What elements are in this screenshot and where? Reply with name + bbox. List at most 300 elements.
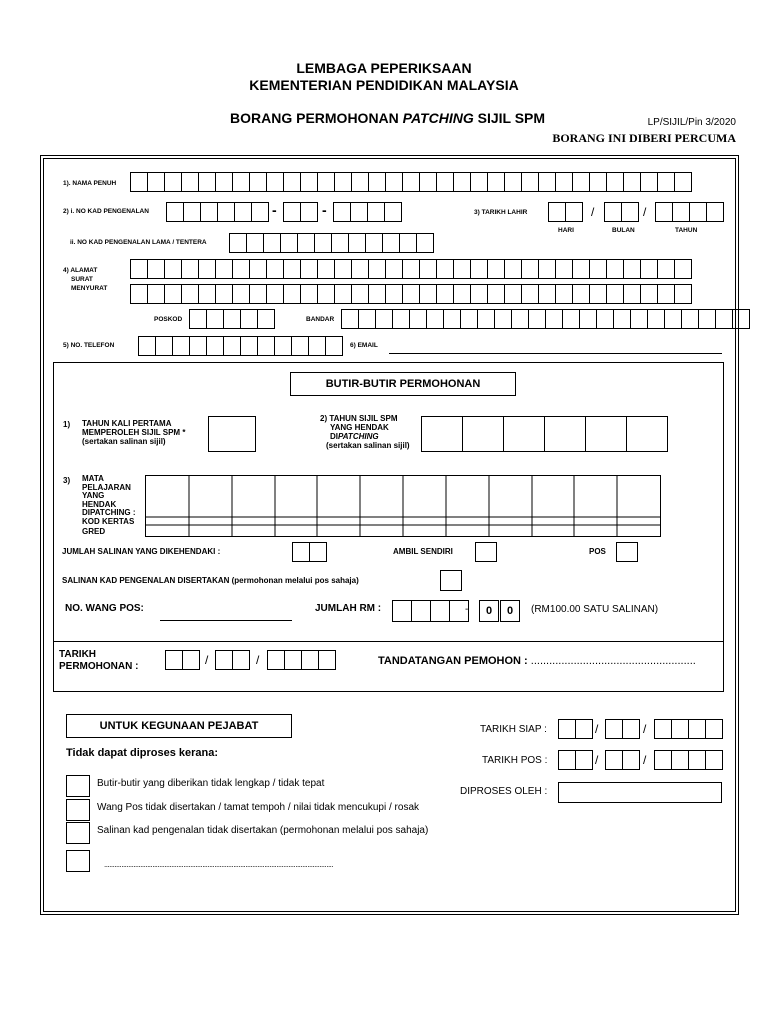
char-box[interactable] [232, 259, 250, 279]
char-box[interactable] [382, 233, 400, 253]
ic-dash-1: - [272, 202, 277, 218]
char-box[interactable] [232, 284, 250, 304]
char-box[interactable] [130, 259, 148, 279]
label-alamat-2: SURAT [71, 276, 93, 283]
char-box[interactable] [630, 309, 648, 329]
char-box[interactable] [385, 172, 403, 192]
char-box[interactable] [249, 259, 267, 279]
poskod-boxes[interactable] [189, 309, 274, 329]
char-box[interactable] [402, 259, 420, 279]
char-box[interactable] [223, 336, 241, 356]
char-box[interactable] [198, 259, 216, 279]
char-box[interactable] [350, 202, 368, 222]
char-box[interactable] [334, 172, 352, 192]
rm-note: (RM100.00 SATU SALINAN) [531, 604, 659, 615]
char-box[interactable] [672, 202, 690, 222]
char-box[interactable] [301, 650, 319, 670]
char-box[interactable] [443, 309, 461, 329]
char-box[interactable] [555, 284, 573, 304]
char-box[interactable] [657, 284, 675, 304]
label-tidak-dapat: Tidak dapat diproses kerana: [66, 747, 219, 759]
char-box[interactable] [240, 336, 258, 356]
char-box[interactable] [605, 750, 623, 770]
char-box[interactable] [622, 719, 640, 739]
char-box[interactable] [292, 542, 310, 562]
char-box[interactable] [453, 172, 471, 192]
nama-penuh-boxes[interactable] [130, 172, 691, 192]
char-box[interactable] [453, 259, 471, 279]
char-box[interactable] [399, 233, 417, 253]
char-box[interactable] [284, 650, 302, 670]
header-line-2: KEMENTERIAN PENDIDIKAN MALAYSIA [249, 77, 519, 93]
char-box[interactable] [688, 719, 706, 739]
char-box[interactable] [308, 336, 326, 356]
char-box[interactable] [654, 750, 672, 770]
char-box[interactable] [674, 259, 692, 279]
reason-3-checkbox[interactable] [66, 822, 90, 844]
char-box[interactable] [548, 202, 566, 222]
char-box[interactable] [257, 336, 275, 356]
label-tarikh-siap: TARIKH SIAP : [480, 724, 547, 735]
char-box[interactable] [325, 336, 343, 356]
label-kad-lama: ii. NO KAD PENGENALAN LAMA / TENTERA [70, 239, 207, 246]
char-box[interactable] [365, 233, 383, 253]
char-box[interactable] [504, 259, 522, 279]
char-box[interactable] [384, 202, 402, 222]
char-box[interactable] [521, 259, 539, 279]
char-box[interactable] [297, 233, 315, 253]
char-box[interactable] [155, 336, 173, 356]
char-box[interactable] [689, 202, 707, 222]
char-box[interactable] [266, 172, 284, 192]
old-ic-boxes[interactable] [229, 233, 433, 253]
char-box[interactable] [351, 259, 369, 279]
q3-label-line: YANG [82, 491, 105, 500]
apply-day-boxes[interactable] [165, 650, 199, 670]
char-box[interactable] [333, 202, 351, 222]
char-box[interactable] [647, 309, 665, 329]
char-box[interactable] [572, 259, 590, 279]
dob-day-boxes[interactable] [548, 202, 582, 222]
pos-slash-2: / [643, 753, 647, 767]
char-box[interactable] [274, 336, 292, 356]
pos-month-boxes[interactable] [605, 750, 639, 770]
char-box[interactable] [334, 259, 352, 279]
char-box[interactable] [251, 202, 269, 222]
char-box[interactable] [470, 284, 488, 304]
char-box[interactable] [266, 284, 284, 304]
char-box[interactable] [257, 309, 275, 329]
char-box[interactable] [215, 284, 233, 304]
char-box[interactable] [538, 259, 556, 279]
char-box[interactable] [181, 259, 199, 279]
char-box[interactable] [622, 750, 640, 770]
char-box[interactable] [291, 336, 309, 356]
q2-year-boxes[interactable] [421, 416, 667, 452]
char-box[interactable] [623, 172, 641, 192]
char-box[interactable] [300, 172, 318, 192]
char-box[interactable] [671, 750, 689, 770]
apply-slash-2: / [256, 653, 260, 667]
rm-dash: - [465, 604, 469, 615]
pos-slash-1: / [595, 753, 599, 767]
char-box[interactable] [538, 284, 556, 304]
char-box[interactable] [589, 259, 607, 279]
label-pos: POS [589, 547, 606, 556]
char-box[interactable] [309, 542, 327, 562]
char-box[interactable] [409, 309, 427, 329]
char-box[interactable] [246, 233, 264, 253]
char-box[interactable] [688, 750, 706, 770]
ambil-sendiri-checkbox[interactable] [475, 542, 497, 562]
char-box[interactable] [487, 172, 505, 192]
dob-month-boxes[interactable] [604, 202, 638, 222]
char-box[interactable] [280, 233, 298, 253]
char-box[interactable] [732, 309, 750, 329]
char-box[interactable] [283, 172, 301, 192]
char-box[interactable] [249, 284, 267, 304]
char-box[interactable] [657, 172, 675, 192]
char-box[interactable] [283, 259, 301, 279]
char-box[interactable] [654, 719, 672, 739]
label-bandar: BANDAR [306, 316, 335, 323]
char-box[interactable] [572, 172, 590, 192]
char-box[interactable] [640, 172, 658, 192]
char-box[interactable] [138, 336, 156, 356]
q2-year-box[interactable] [585, 416, 627, 452]
char-box[interactable] [223, 309, 241, 329]
char-box[interactable] [181, 172, 199, 192]
char-box[interactable] [172, 336, 190, 356]
char-box[interactable] [655, 202, 673, 222]
char-box[interactable] [358, 309, 376, 329]
char-box[interactable] [460, 309, 478, 329]
char-box[interactable] [232, 172, 250, 192]
char-box[interactable] [283, 284, 301, 304]
char-box[interactable] [351, 172, 369, 192]
char-box[interactable] [436, 284, 454, 304]
ic-part-2-boxes[interactable] [283, 202, 317, 222]
dob-year-boxes[interactable] [655, 202, 723, 222]
char-box[interactable] [351, 284, 369, 304]
q2-label-3-italic: PATCHING [338, 432, 379, 441]
char-box[interactable] [215, 259, 233, 279]
char-box[interactable] [234, 202, 252, 222]
char-box[interactable] [487, 284, 505, 304]
q2-label-2: YANG HENDAK [330, 423, 389, 432]
q2-year-box[interactable] [626, 416, 668, 452]
q3-label-line: HENDAK [82, 499, 117, 509]
form-code: LP/SIJIL/Pin 3/2020 [647, 117, 736, 128]
siap-slash-2: / [643, 722, 647, 736]
char-box[interactable] [705, 750, 723, 770]
char-box[interactable] [300, 202, 318, 222]
apply-year-boxes[interactable] [267, 650, 335, 670]
char-box[interactable] [436, 259, 454, 279]
jumlah-salinan-boxes[interactable] [292, 542, 326, 562]
alamat-line-2-boxes[interactable] [130, 284, 691, 304]
char-box[interactable] [385, 284, 403, 304]
reason-other-dots[interactable]: ..................................................................................................................................... [104, 860, 334, 869]
char-box[interactable] [375, 309, 393, 329]
q3-label-line: PELAJARAN [82, 482, 131, 492]
q3-label-line: DIPATCHING : [82, 508, 136, 517]
apply-slash-1: / [205, 653, 209, 667]
char-box[interactable] [706, 202, 724, 222]
char-box[interactable] [368, 284, 386, 304]
char-box[interactable] [605, 719, 623, 739]
char-box[interactable] [613, 309, 631, 329]
reason-other-checkbox[interactable] [66, 850, 90, 872]
char-box[interactable] [657, 259, 675, 279]
q2-year-box[interactable] [421, 416, 463, 452]
q1-year-box[interactable] [208, 416, 256, 452]
rm-boxes[interactable] [392, 600, 468, 622]
label-bulan: BULAN [612, 227, 635, 234]
ic-part-3-boxes[interactable] [333, 202, 401, 222]
siap-year-boxes[interactable] [654, 719, 722, 739]
diproses-oleh-field[interactable] [558, 782, 722, 803]
dob-slash-2: / [643, 205, 647, 219]
char-box[interactable] [623, 284, 641, 304]
rm-cent-1: 0 [479, 600, 499, 622]
char-box[interactable] [200, 202, 218, 222]
char-box[interactable] [606, 259, 624, 279]
label-telefon: 5) NO. TELEFON [63, 342, 115, 349]
q3-num: 3) [63, 476, 71, 485]
pos-checkbox[interactable] [616, 542, 638, 562]
char-box[interactable] [198, 172, 216, 192]
char-box[interactable] [640, 259, 658, 279]
char-box[interactable] [402, 172, 420, 192]
char-box[interactable] [565, 202, 583, 222]
char-box[interactable] [198, 284, 216, 304]
char-box[interactable] [606, 172, 624, 192]
header-line-1: LEMBAGA PEPERIKSAAN [296, 60, 472, 76]
char-box[interactable] [331, 233, 349, 253]
form-title-post: SIJIL SPM [473, 110, 546, 126]
char-box[interactable] [589, 172, 607, 192]
char-box[interactable] [182, 650, 200, 670]
char-box[interactable] [674, 172, 692, 192]
label-salinan-kp: SALINAN KAD PENGENALAN DISERTAKAN (permohonan melalui pos sahaja) [62, 576, 359, 585]
char-box[interactable] [521, 284, 539, 304]
char-box[interactable] [494, 309, 512, 329]
salinan-kp-checkbox[interactable] [440, 570, 462, 591]
char-box[interactable] [470, 172, 488, 192]
char-box[interactable] [640, 284, 658, 304]
char-box[interactable] [164, 172, 182, 192]
q1-label-1: TAHUN KALI PERTAMA [82, 419, 172, 428]
char-box[interactable] [147, 172, 165, 192]
char-box[interactable] [165, 650, 183, 670]
char-box[interactable] [240, 309, 258, 329]
char-box[interactable] [318, 650, 336, 670]
char-box[interactable] [147, 259, 165, 279]
subject-grid[interactable] [145, 475, 661, 537]
email-line[interactable] [389, 353, 722, 354]
char-box[interactable] [164, 284, 182, 304]
char-box[interactable] [681, 309, 699, 329]
char-box[interactable] [419, 284, 437, 304]
char-box[interactable] [130, 172, 148, 192]
char-box[interactable] [562, 309, 580, 329]
alamat-line-1-boxes[interactable] [130, 259, 691, 279]
char-box[interactable] [130, 284, 148, 304]
label-nama-penuh: 1). NAMA PENUH [63, 180, 117, 187]
reason-2-text: Wang Pos tidak disertakan / tamat tempoh / nilai tidak mencukupi / rosak [97, 802, 420, 813]
char-box[interactable] [589, 284, 607, 304]
q2-year-box[interactable] [462, 416, 504, 452]
apply-month-boxes[interactable] [215, 650, 249, 670]
char-box[interactable] [596, 309, 614, 329]
char-box[interactable] [558, 719, 576, 739]
char-box[interactable] [385, 259, 403, 279]
char-box[interactable] [317, 259, 335, 279]
telefon-boxes[interactable] [138, 336, 342, 356]
char-box[interactable] [705, 719, 723, 739]
char-box[interactable] [341, 309, 359, 329]
char-box[interactable] [698, 309, 716, 329]
char-box[interactable] [426, 309, 444, 329]
char-box[interactable] [521, 172, 539, 192]
char-box[interactable] [189, 309, 207, 329]
char-box[interactable] [715, 309, 733, 329]
char-box[interactable] [166, 202, 184, 222]
char-box[interactable] [314, 233, 332, 253]
ic-part-1-boxes[interactable] [166, 202, 268, 222]
char-box[interactable] [215, 172, 233, 192]
reason-2-checkbox[interactable] [66, 799, 90, 821]
q2-year-box[interactable] [503, 416, 545, 452]
char-box[interactable] [436, 172, 454, 192]
char-box[interactable] [147, 284, 165, 304]
char-box[interactable] [183, 202, 201, 222]
char-box[interactable] [229, 233, 247, 253]
char-box[interactable] [558, 750, 576, 770]
signature-dots[interactable]: ...................................................... [530, 655, 696, 667]
char-box[interactable] [392, 309, 410, 329]
char-box[interactable] [416, 233, 434, 253]
char-box[interactable] [511, 309, 529, 329]
q2-label-4: (sertakan salinan sijil) [326, 441, 410, 450]
char-box[interactable] [555, 172, 573, 192]
label-ambil-sendiri: AMBIL SENDIRI [393, 547, 453, 556]
char-box[interactable] [348, 233, 366, 253]
q1-label-3: (sertakan salinan sijil) [82, 437, 166, 446]
char-box[interactable] [334, 284, 352, 304]
butir-heading: BUTIR-BUTIR PERMOHONAN [290, 372, 516, 396]
char-box[interactable] [263, 233, 281, 253]
label-kad-pengenalan: 2) i. NO KAD PENGENALAN [63, 208, 149, 215]
q1-label-2: MEMPEROLEH SIJIL SPM * [82, 428, 186, 437]
char-box[interactable] [206, 309, 224, 329]
q3-label [82, 475, 135, 518]
q1-num: 1) [63, 420, 71, 429]
char-box[interactable] [470, 259, 488, 279]
char-box[interactable] [206, 336, 224, 356]
char-box[interactable] [572, 284, 590, 304]
reason-1-checkbox[interactable] [66, 775, 90, 797]
char-box[interactable] [300, 259, 318, 279]
bandar-boxes[interactable] [341, 309, 749, 329]
char-box[interactable] [528, 309, 546, 329]
char-box[interactable] [267, 650, 285, 670]
q2-year-box[interactable] [544, 416, 586, 452]
char-box[interactable] [249, 172, 267, 192]
label-tarikh-permohonan [59, 649, 138, 673]
label-tarikh-2: PERMOHONAN : [59, 661, 139, 672]
char-box[interactable] [368, 172, 386, 192]
char-box[interactable] [575, 750, 593, 770]
char-box[interactable] [217, 202, 235, 222]
char-box[interactable] [453, 284, 471, 304]
form-title [230, 110, 545, 126]
divider-signature [53, 641, 724, 642]
label-gred: GRED [82, 527, 106, 536]
char-box[interactable] [555, 259, 573, 279]
char-box[interactable] [623, 259, 641, 279]
char-box[interactable] [671, 719, 689, 739]
char-box[interactable] [164, 259, 182, 279]
siap-month-boxes[interactable] [605, 719, 639, 739]
wang-pos-line[interactable] [160, 620, 292, 621]
char-box[interactable] [545, 309, 563, 329]
char-box[interactable] [604, 202, 622, 222]
char-box[interactable] [664, 309, 682, 329]
char-box[interactable] [317, 284, 335, 304]
label-jumlah-rm: JUMLAH RM : [315, 603, 382, 614]
label-tandatangan [378, 655, 696, 667]
char-box[interactable] [317, 172, 335, 192]
char-box[interactable] [487, 259, 505, 279]
char-box[interactable] [575, 719, 593, 739]
label-alamat-1: 4) ALAMAT [63, 267, 98, 274]
char-box[interactable] [674, 284, 692, 304]
char-box[interactable] [232, 650, 250, 670]
char-box[interactable] [538, 172, 556, 192]
char-box[interactable] [367, 202, 385, 222]
label-hari: HARI [558, 227, 574, 234]
label-tahun: TAHUN [675, 227, 698, 234]
label-jumlah-salinan: JUMLAH SALINAN YANG DIKEHENDAKI : [62, 547, 221, 556]
label-kod-kertas: KOD KERTAS [82, 517, 135, 526]
char-box[interactable] [477, 309, 495, 329]
char-box[interactable] [300, 284, 318, 304]
char-box[interactable] [215, 650, 233, 670]
label-tarikh-lahir: 3) TARIKH LAHIR [474, 209, 528, 216]
char-box[interactable] [606, 284, 624, 304]
char-box[interactable] [189, 336, 207, 356]
char-box[interactable] [579, 309, 597, 329]
char-box[interactable] [621, 202, 639, 222]
form-title-italic: PATCHING [402, 110, 474, 126]
label-tarikh-pos: TARIKH POS : [482, 755, 548, 766]
char-box[interactable] [266, 259, 284, 279]
siap-day-boxes[interactable] [558, 719, 592, 739]
char-box[interactable] [402, 284, 420, 304]
pos-year-boxes[interactable] [654, 750, 722, 770]
pos-day-boxes[interactable] [558, 750, 592, 770]
char-box[interactable] [283, 202, 301, 222]
label-tarikh-1: TARIKH [59, 649, 97, 660]
char-box[interactable] [504, 284, 522, 304]
char-box[interactable] [419, 172, 437, 192]
char-box[interactable] [181, 284, 199, 304]
char-box[interactable] [368, 259, 386, 279]
char-box[interactable] [504, 172, 522, 192]
char-box[interactable] [419, 259, 437, 279]
